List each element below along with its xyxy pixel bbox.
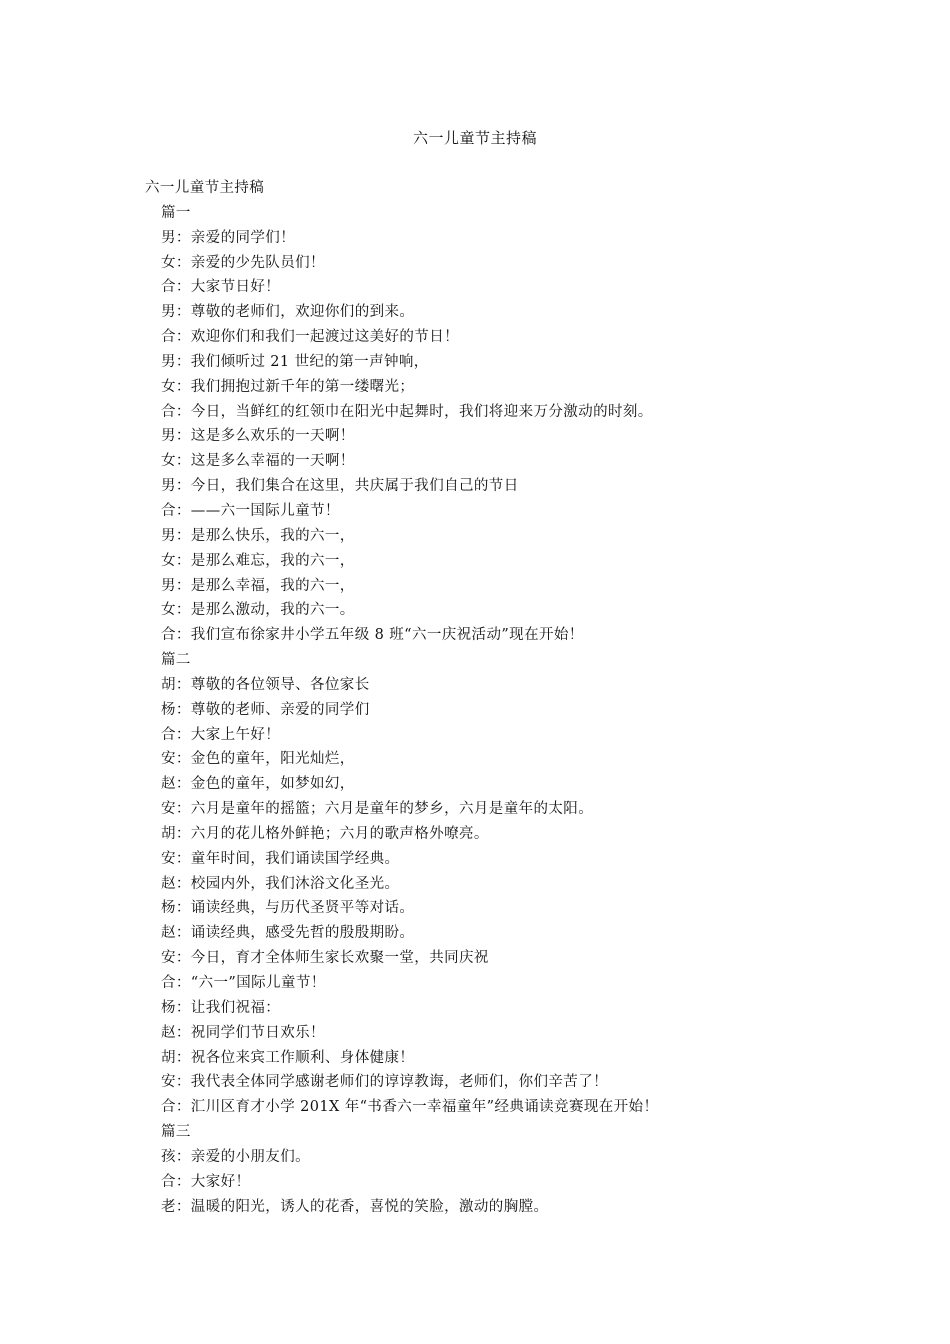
script-line: 孩：亲爱的小朋友们。 (161, 1148, 310, 1165)
part-heading-3: 篇三 (161, 1124, 191, 1141)
script-line: 赵：校园内外，我们沐浴文化圣光。 (161, 875, 400, 892)
script-line: 男：是那么快乐，我的六一， (161, 527, 355, 544)
script-line: 女：这是多么幸福的一天啊！ (161, 453, 355, 470)
script-line: 合：欢迎你们和我们一起渡过这美好的节日！ (161, 329, 459, 346)
script-line: 女：是那么激动，我的六一。 (161, 602, 355, 619)
script-line: 胡：六月的花儿格外鲜艳；六月的歌声格外嘹亮。 (161, 825, 489, 842)
script-line: 男：这是多么欢乐的一天啊！ (161, 428, 355, 445)
script-line: 胡：尊敬的各位领导、各位家长 (161, 676, 370, 693)
document-title: 六一儿童节主持稿 (412, 129, 537, 147)
script-line: 男：是那么幸福，我的六一， (161, 577, 355, 594)
script-line: 女：是那么难忘，我的六一， (161, 552, 355, 569)
script-line: 杨：让我们祝福： (161, 999, 281, 1016)
script-line: 合：今日，当鲜红的红领巾在阳光中起舞时，我们将迎来万分激动的时刻。 (161, 403, 653, 420)
script-line: 合：“六一”国际儿童节！ (161, 975, 326, 991)
part-heading-2: 篇二 (161, 652, 191, 669)
script-line: 合：我们宣布徐家井小学五年级 8 班“六一庆祝活动”现在开始！ (161, 627, 584, 644)
document-body (145, 176, 865, 1219)
part-heading-1: 篇一 (161, 204, 191, 221)
script-line: 赵：诵读经典，感受先哲的殷殷期盼。 (161, 925, 415, 942)
script-line: 男：我们倾听过 21 世纪的第一声钟响， (161, 353, 429, 370)
script-line: 安：六月是童年的摇篮；六月是童年的梦乡，六月是童年的太阳。 (161, 801, 594, 818)
script-line: 赵：金色的童年，如梦如幻， (161, 776, 355, 793)
script-line: 杨：尊敬的老师、亲爱的同学们 (161, 701, 370, 718)
script-line: 安：金色的童年，阳光灿烂， (161, 751, 355, 768)
script-line: 老：温暖的阳光，诱人的花香，喜悦的笑脸，激动的胸膛。 (161, 1198, 549, 1215)
script-line: 安：童年时间，我们诵读国学经典。 (161, 850, 400, 867)
script-line: 胡：祝各位来宾工作顺利、身体健康！ (161, 1049, 415, 1066)
script-line: 杨：诵读经典，与历代圣贤平等对话。 (161, 900, 415, 917)
script-line: 合：汇川区育才小学 201X 年“书香六一幸福童年”经典诵读竞赛现在开始！ (161, 1099, 659, 1116)
section-heading: 六一儿童节主持稿 (145, 180, 265, 196)
script-line: 男：尊敬的老师们，欢迎你们的到来。 (161, 304, 415, 321)
script-line: 合：大家上午好！ (161, 726, 281, 743)
script-line: 安：我代表全体同学感谢老师们的谆谆教诲，老师们，你们辛苦了！ (161, 1074, 608, 1091)
script-line: 合：——六一国际儿童节！ (161, 502, 340, 519)
script-line: 合：大家好！ (161, 1173, 251, 1190)
script-line: 男：亲爱的同学们！ (161, 229, 296, 246)
script-line: 女：亲爱的少先队员们！ (161, 254, 325, 271)
script-line: 女：我们拥抱过新千年的第一缕曙光； (161, 378, 415, 395)
script-line: 合：大家节日好！ (161, 279, 281, 296)
script-line: 男：今日，我们集合在这里，共庆属于我们自己的节日 (161, 478, 519, 495)
script-line: 安：今日，育才全体师生家长欢聚一堂，共同庆祝 (161, 950, 489, 967)
script-line: 赵：祝同学们节日欢乐！ (161, 1024, 325, 1041)
